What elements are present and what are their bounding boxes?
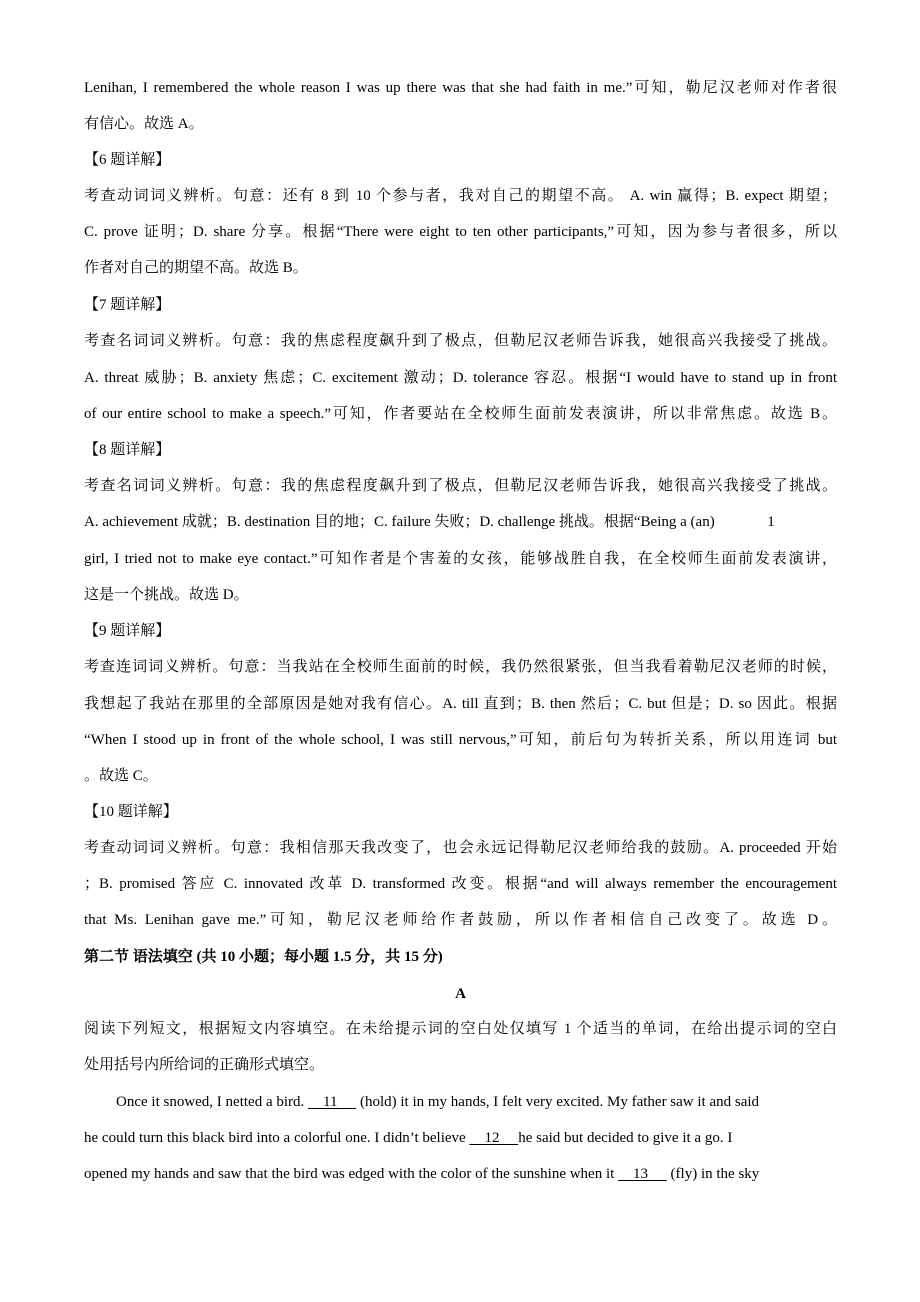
text-line: 考查动词词义辨析。句意：还有 8 到 10 个参与者，我对自己的期望不高。 A. win 赢得；B. expect 期望；	[84, 188, 837, 204]
question-heading: 【9 题详解】	[84, 623, 171, 639]
question-heading: 【7 题详解】	[84, 297, 171, 313]
section-heading: 第二节 语法填空 (共 10 小题；每小题 1.5 分，共 15 分)	[84, 949, 443, 965]
text-line: 处用括号内所给词的正确形式填空。	[84, 1057, 325, 1073]
text-line: 考查名词词义辨析。句意：我的焦虑程度飙升到了极点，但勒尼汉老师告诉我，她很高兴我接受了挑战。	[84, 333, 837, 349]
passage-line	[84, 1092, 837, 1112]
text-line: 有信心。故选 A。	[84, 116, 204, 132]
question-heading: 【6 题详解】	[84, 152, 171, 168]
section-heading: A	[455, 986, 466, 1002]
answer-blank: 12	[469, 1130, 519, 1146]
passage-line	[84, 1128, 837, 1148]
text-line: 这是一个挑战。故选 D。	[84, 587, 249, 603]
passage-text: (fly) in the sky	[666, 1166, 760, 1182]
passage-text: opened my hands and saw that the bird was edged with the color of the sunshine when it	[84, 1166, 619, 1182]
text-line: C. prove 证明；D. share 分享。根据“There were eight to ten other participants,”可知，因为参与者很多，所以	[84, 224, 837, 240]
answer-blank: 11	[308, 1094, 357, 1110]
text-line: of our entire school to make a speech.”可知，作者要站在全校师生面前发表演讲，所以非常焦虑。故选 B。	[84, 406, 837, 422]
text-line: 考查名词词义辨析。句意：我的焦虑程度飙升到了极点，但勒尼汉老师告诉我，她很高兴我接受了挑战。	[84, 478, 837, 494]
passage-text: Once it snowed, I netted a bird.	[116, 1094, 309, 1110]
question-heading: 【10 题详解】	[84, 804, 178, 820]
passage-text: he said but decided to give it a go. I	[518, 1130, 733, 1146]
text-line: 我想起了我站在那里的全部原因是她对我有信心。A. till 直到；B. then 然后；C. but 但是；D. so 因此。根据	[84, 696, 837, 712]
text-line: “When I stood up in front of the whole school, I was still nervous,”可知，前后句为转折关系，所以用连词 but	[84, 732, 837, 748]
text-line: A. achievement 成就；B. destination 目的地；C. failure 失败；D. challenge 挑战。根据“Being a (an) 1	[84, 514, 775, 530]
text-line: ；B. promised 答应 C. innovated 改革 D. transformed 改变。根据“and will always remember the encouragement	[84, 876, 837, 892]
answer-blank: 13	[618, 1166, 667, 1182]
text-line: girl, I tried not to make eye contact.”可知作者是个害羞的女孩，能够战胜自我，在全校师生面前发表演讲，	[84, 551, 837, 567]
text-line: 考查连词词义辨析。句意：当我站在全校师生面前的时候，我仍然很紧张，但当我看着勒尼汉老师的时候，	[84, 659, 837, 675]
text-line: that Ms. Lenihan gave me.”可知，勒尼汉老师给作者鼓励，所以作者相信自己改变了。故选 D。	[84, 912, 837, 928]
text-line: A. threat 威胁；B. anxiety 焦虑；C. excitement 激动；D. tolerance 容忍。根据“I would have to stand up in front	[84, 370, 837, 386]
text-line: 考查动词词义辨析。句意：我相信那天我改变了，也会永远记得勒尼汉老师给我的鼓励。A. proceeded 开始	[84, 840, 837, 856]
text-line: 。故选 C。	[84, 768, 158, 784]
text-line: 作者对自己的期望不高。故选 B。	[84, 260, 308, 276]
passage-text: (hold) it in my hands, I felt very excited. My father saw it and said	[356, 1094, 760, 1110]
passage-text: he could turn this black bird into a colorful one. I didn’t believe	[84, 1130, 470, 1146]
question-heading: 【8 题详解】	[84, 442, 171, 458]
text-line: 阅读下列短文，根据短文内容填空。在未给提示词的空白处仅填写 1 个适当的单词，在给出提示词的空白	[84, 1021, 837, 1037]
text-line: Lenihan, I remembered the whole reason I was up there was that she had faith in me.”可知，勒尼汉老师对作者很	[84, 80, 837, 96]
passage-line	[84, 1164, 837, 1184]
